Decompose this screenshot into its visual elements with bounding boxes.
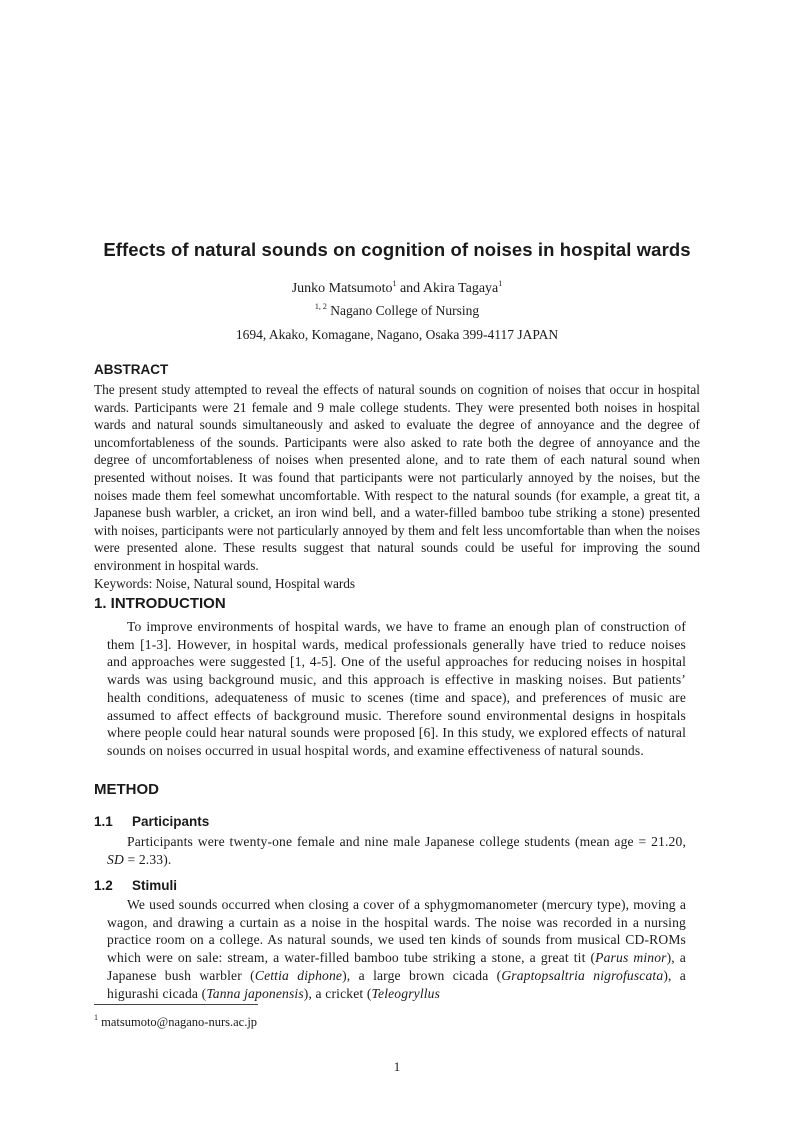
stimuli-section [107,896,686,1002]
author-name: and Akira Tagaya [396,281,499,296]
species-name: Teleogryllus [371,985,441,1001]
species-name: Graptopsaltria nigrofuscata [501,967,664,983]
text-run: Participants were twenty-one female and nine male Japanese college students (mean age = 21.20, [127,834,686,849]
participants-section [107,833,686,868]
abstract-text: The present study attempted to reveal the effects of natural sounds on cognition of noises that occur in hospital wards. Participants were 21 female and 9 male college students. They were presented both noises in hospital wards and natural sounds simultaneously and asked to evaluate the degree of annoyance and the degree of uncomfortableness of the sounds. Participants were also asked to rate both the degree of annoyance and the degree of uncomfortableness of noises when presented alone, and to rate them of each natural sound when presented without noises. It was found that participants were not particularly annoyed by the noises, but the noises made them feel somewhat uncomfortable. With respect to the natural sounds (for example, a great tit, a Japanese bush warbler, a cricket, an iron wind bell, and a water-filled bamboo tube striking a stone) presented with noises, participants were not particularly annoyed by them and felt less uncomfortable than when the noises were presented alone. These results suggest that natural sounds could be useful for improving the sound environment in hospital wards. [94,382,700,573]
section-title: Stimuli [132,878,178,893]
text-run: ), a cricket ( [303,985,372,1001]
abstract-heading: ABSTRACT [94,362,169,377]
paper-title: Effects of natural sounds on cognition of noises in hospital wards [103,239,691,260]
affiliation-superscript: 1, 2 [314,302,327,311]
affiliation [0,302,794,319]
text-run: ), a higurashi cicada ( [107,967,686,1001]
keywords: Keywords: Noise, Natural sound, Hospital wards [94,575,356,591]
text-run: We used sounds occurred when closing a cover of a sphygmomanometer (mercury type), moving a wagon, and drawing a curtain as a noise in the hospital wards. The noise was recorded in a nursing practice room on a college. As natural sounds, we used ten kinds of sounds from musical CD-ROMs which were on sale: stream, a water-filled bamboo tube striking a stone, a great tit ( [107,897,686,966]
author-line [0,279,794,297]
introduction-text: To improve environments of hospital wards, we have to frame an enough plan of construction of them [1-3]. However, in hospital wards, medical professionals generally have tried to reduce noises and approaches were suggested [1, 4-5]. One of the useful approaches for reducing noises in hospital wards was using background music, and this approach is effective in masking noises. But patients’ health conditions, adequateness of music to scenes (time and space), and preferences of music are assumed to affect effects of background music. Therefore sound environmental designs in hospitals where people could hear natural sounds were proposed [6]. In this study, we explored effects of natural sounds on noises occurred in usual hospital words, and examine effectiveness of natural sounds. [107,619,686,758]
affiliation-address: 1694, Akako, Komagane, Nagano, Osaka 399-4117 JAPAN [235,327,559,342]
participants-heading [94,814,209,829]
species-name: Cettia diphone [254,967,343,983]
author-superscript: 1 [498,279,503,288]
stimuli-text [107,896,686,1002]
section-number: 1.2 [94,878,113,893]
text-run: = 2.33). [123,851,172,867]
introduction-section [107,618,686,760]
footnote-email: matsumoto@nagano-nurs.ac.jp [101,1015,258,1029]
participants-text [107,833,686,868]
affiliation-name: Nagano College of Nursing [330,303,480,318]
section-title: Participants [132,814,210,829]
species-name: Tanna japonensis [206,985,304,1001]
method-heading: METHOD [94,781,159,798]
section-number: 1.1 [94,814,113,829]
page-number: 1 [393,1059,401,1074]
italic-term: SD [107,851,124,867]
footnote-divider [94,1004,258,1005]
footnote-mark: 1 [94,1013,98,1022]
species-name: Parus minor [595,950,667,966]
author-name: Junko Matsumoto [291,281,393,296]
stimuli-heading [94,878,177,893]
text-run: ), a Japanese bush warbler ( [107,950,686,983]
abstract-section [94,381,700,592]
footnote [94,1013,257,1030]
author-superscript: 1 [392,279,397,288]
introduction-heading: 1. INTRODUCTION [94,595,226,612]
text-run: ), a large brown cicada ( [342,967,502,983]
